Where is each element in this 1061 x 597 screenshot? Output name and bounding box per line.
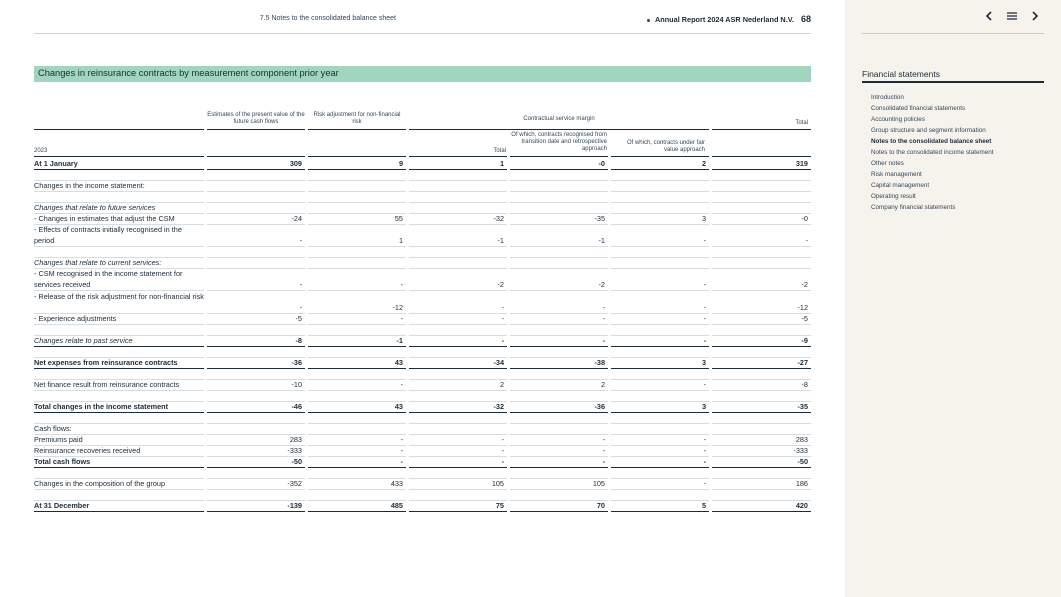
cell-value: - bbox=[602, 457, 605, 466]
row-label: Changes in the income statement: bbox=[34, 181, 145, 190]
cell-value: -24 bbox=[291, 214, 302, 223]
table-row bbox=[0, 346, 845, 357]
toc-item[interactable]: Other notes bbox=[871, 160, 904, 167]
table-row bbox=[0, 224, 845, 246]
header-rule bbox=[207, 156, 305, 157]
table-row bbox=[0, 324, 845, 335]
cell-value: 9 bbox=[398, 159, 403, 168]
cell-value: - bbox=[805, 236, 808, 245]
sidebar-divider bbox=[862, 33, 1044, 34]
cell-value: -352 bbox=[287, 479, 302, 488]
row-label: Net expenses from reinsurance contracts bbox=[34, 358, 178, 367]
cell-value: - bbox=[703, 236, 706, 245]
header-rule bbox=[308, 129, 406, 130]
cell-value: - bbox=[400, 380, 403, 389]
menu-icon[interactable] bbox=[1005, 9, 1019, 23]
cell-value: 105 bbox=[592, 479, 605, 488]
col-header-risk-adjustment: Risk adjustment for non-financial risk bbox=[313, 112, 401, 125]
cell-value: -2 bbox=[497, 280, 504, 289]
cell-value: - bbox=[400, 435, 403, 444]
cell-value: -27 bbox=[797, 358, 808, 367]
col-header-estimates: Estimates of the present value of the future cash flows bbox=[207, 112, 305, 125]
cell-value: 2 bbox=[701, 159, 706, 168]
cell-value: - bbox=[602, 314, 605, 323]
cell-value: -1 bbox=[497, 236, 504, 245]
row-divider bbox=[308, 246, 406, 247]
cell-value: -35 bbox=[594, 214, 605, 223]
table-row bbox=[0, 170, 845, 180]
cell-value: - bbox=[501, 457, 504, 466]
row-divider bbox=[510, 246, 608, 247]
cell-value: - bbox=[703, 303, 706, 312]
cell-value: -32 bbox=[493, 402, 504, 411]
sidebar-toc bbox=[871, 92, 1051, 213]
table-row bbox=[0, 390, 845, 401]
header-rule bbox=[712, 129, 811, 130]
cell-value: 3 bbox=[701, 214, 706, 223]
cell-value: 55 bbox=[394, 214, 403, 223]
cell-value: -12 bbox=[797, 303, 808, 312]
cell-value: 70 bbox=[596, 501, 605, 510]
table-row bbox=[0, 445, 845, 456]
table-row bbox=[0, 313, 845, 324]
row-label: Changes relate to past service bbox=[34, 336, 133, 345]
cell-value: - bbox=[400, 457, 403, 466]
cell-value: 105 bbox=[491, 479, 504, 488]
col-header-csm-total: Total bbox=[493, 148, 506, 154]
cell-value: -9 bbox=[801, 336, 808, 345]
row-label: - CSM recognised in the income statement for services received bbox=[34, 269, 183, 289]
cell-value: 3 bbox=[701, 402, 706, 411]
col-header-csm-group: Contractual service margin bbox=[523, 116, 595, 122]
section-title: Changes in reinsurance contracts by measurement component prior year bbox=[38, 68, 339, 78]
cell-value: -0 bbox=[801, 214, 808, 223]
header-rule bbox=[34, 129, 204, 130]
table-row bbox=[0, 478, 845, 489]
table-row bbox=[0, 500, 845, 511]
table-row bbox=[0, 401, 845, 412]
header-rule bbox=[510, 156, 608, 157]
cell-value: 2 bbox=[600, 380, 605, 389]
row-label: - Release of the risk adjustment for non-financial risk bbox=[34, 292, 204, 301]
header-rule bbox=[409, 156, 507, 157]
cell-value: - bbox=[299, 303, 302, 312]
cell-value: 43 bbox=[394, 402, 403, 411]
table-row bbox=[0, 202, 845, 213]
cell-value: -12 bbox=[392, 303, 403, 312]
cell-value: -10 bbox=[291, 380, 302, 389]
row-label: - Experience adjustments bbox=[34, 314, 117, 323]
cell-value: - bbox=[703, 446, 706, 455]
cell-value: -139 bbox=[287, 501, 302, 510]
cell-value: - bbox=[501, 446, 504, 455]
toc-item[interactable]: Notes to the consolidated income statement bbox=[871, 149, 994, 156]
cell-value: - bbox=[703, 380, 706, 389]
cell-value: -34 bbox=[493, 358, 504, 367]
row-divider bbox=[207, 511, 305, 512]
cell-value: -1 bbox=[396, 336, 403, 345]
toc-item[interactable]: Group structure and segment information bbox=[871, 127, 986, 134]
cell-value: 319 bbox=[795, 159, 808, 168]
header-rule bbox=[409, 129, 709, 130]
toc-item[interactable]: Company financial statements bbox=[871, 204, 956, 211]
row-label: Reinsurance recoveries received bbox=[34, 446, 141, 455]
sidebar-title: Financial statements bbox=[862, 69, 940, 79]
chevron-right-icon[interactable] bbox=[1028, 9, 1042, 23]
cell-value: 309 bbox=[289, 159, 302, 168]
cell-value: -32 bbox=[493, 214, 504, 223]
table-row bbox=[0, 213, 845, 224]
toc-item[interactable]: Introduction bbox=[871, 94, 904, 101]
cell-value: - bbox=[299, 280, 302, 289]
table-row bbox=[0, 158, 845, 169]
cell-value: - bbox=[299, 236, 302, 245]
table-row bbox=[0, 192, 845, 202]
header-rule bbox=[611, 156, 709, 157]
row-label: Changes that relate to current services: bbox=[34, 258, 162, 267]
cell-value: - bbox=[703, 457, 706, 466]
table-row bbox=[0, 268, 845, 290]
cell-value: 283 bbox=[289, 435, 302, 444]
row-divider bbox=[409, 246, 507, 247]
cell-value: -8 bbox=[295, 336, 302, 345]
breadcrumb[interactable]: 7.5 Notes to the consolidated balance sheet bbox=[259, 15, 396, 22]
cell-value: 283 bbox=[795, 435, 808, 444]
row-divider bbox=[207, 246, 305, 247]
cell-value: - bbox=[501, 303, 504, 312]
cell-value: 433 bbox=[390, 479, 403, 488]
row-divider bbox=[510, 511, 608, 512]
row-label: Changes in the composition of the group bbox=[34, 479, 166, 488]
row-label: - Effects of contracts initially recognised in the period bbox=[34, 225, 182, 245]
table-row bbox=[0, 456, 845, 467]
cell-value: -333 bbox=[793, 446, 808, 455]
cell-value: -35 bbox=[797, 402, 808, 411]
row-divider bbox=[712, 246, 811, 247]
cell-value: -2 bbox=[801, 280, 808, 289]
cell-value: -46 bbox=[291, 402, 302, 411]
cell-value: -36 bbox=[291, 358, 302, 367]
report-title: Annual Report 2024 ASR Nederland N.V. bbox=[655, 15, 794, 24]
row-label: - Changes in estimates that adjust the CSM bbox=[34, 214, 175, 223]
cell-value: -50 bbox=[291, 457, 302, 466]
cell-value: -5 bbox=[801, 314, 808, 323]
toc-item[interactable]: Risk management bbox=[871, 171, 922, 178]
cell-value: -50 bbox=[797, 457, 808, 466]
row-divider bbox=[409, 511, 507, 512]
cell-value: -333 bbox=[287, 446, 302, 455]
row-divider bbox=[34, 511, 204, 512]
row-label: Premiums paid bbox=[34, 435, 83, 444]
cell-value: - bbox=[703, 314, 706, 323]
cell-value: -8 bbox=[801, 380, 808, 389]
row-divider bbox=[34, 246, 204, 247]
cell-value: - bbox=[602, 303, 605, 312]
cell-value: -36 bbox=[594, 402, 605, 411]
cell-value: 43 bbox=[394, 358, 403, 367]
cell-value: - bbox=[501, 435, 504, 444]
col-header-csm-transition: Of which, contracts recognised from transition date and retrospective approach bbox=[511, 132, 607, 152]
sidebar-title-rule bbox=[862, 81, 1044, 83]
cell-value: 3 bbox=[701, 358, 706, 367]
row-divider bbox=[611, 246, 709, 247]
header-rule bbox=[308, 156, 406, 157]
cell-value: -2 bbox=[598, 280, 605, 289]
row-divider bbox=[308, 511, 406, 512]
cell-value: - bbox=[703, 336, 706, 345]
row-label: Total cash flows bbox=[34, 457, 91, 466]
toc-item[interactable]: Notes to the consolidated balance sheet bbox=[871, 138, 992, 145]
cell-value: 5 bbox=[701, 501, 706, 510]
col-header-total: Total bbox=[795, 120, 808, 126]
cell-value: 420 bbox=[795, 501, 808, 510]
cell-value: 2 bbox=[499, 380, 504, 389]
cell-value: - bbox=[703, 280, 706, 289]
table-row bbox=[0, 357, 845, 368]
cell-value: 75 bbox=[495, 501, 504, 510]
table-row bbox=[0, 379, 845, 390]
cell-value: 1 bbox=[398, 236, 403, 245]
row-label: Cash flows: bbox=[34, 424, 72, 433]
cell-value: - bbox=[400, 446, 403, 455]
toc-item[interactable]: Accounting policies bbox=[871, 116, 925, 123]
table-row bbox=[0, 257, 845, 268]
toc-item[interactable]: Operating result bbox=[871, 193, 916, 200]
toc-item[interactable]: Capital management bbox=[871, 182, 930, 189]
page-number: 68 bbox=[801, 14, 812, 24]
row-label: Net finance result from reinsurance contracts bbox=[34, 380, 180, 389]
table-row bbox=[0, 434, 845, 445]
cell-value: - bbox=[501, 314, 504, 323]
chevron-left-icon[interactable] bbox=[982, 9, 996, 23]
table-row bbox=[0, 368, 845, 379]
table-year: 2023 bbox=[34, 148, 48, 154]
cell-value: -0 bbox=[598, 159, 605, 168]
table-row bbox=[0, 335, 845, 346]
table-row bbox=[0, 248, 845, 257]
toc-item[interactable]: Consolidated financial statements bbox=[871, 105, 966, 112]
table-row bbox=[0, 467, 845, 478]
cell-value: 485 bbox=[390, 501, 403, 510]
row-label: Changes that relate to future services bbox=[34, 203, 156, 212]
cell-value: - bbox=[602, 336, 605, 345]
cell-value: - bbox=[501, 336, 504, 345]
cell-value: - bbox=[703, 435, 706, 444]
row-label: Total changes in the income statement bbox=[34, 402, 169, 411]
cell-value: -38 bbox=[594, 358, 605, 367]
cell-value: 186 bbox=[795, 479, 808, 488]
table-row bbox=[0, 423, 845, 434]
header-rule bbox=[712, 156, 811, 157]
row-divider bbox=[712, 511, 811, 512]
sidebar bbox=[845, 0, 1061, 597]
cell-value: - bbox=[400, 314, 403, 323]
table-row bbox=[0, 291, 845, 313]
cell-value: - bbox=[602, 435, 605, 444]
table-row bbox=[0, 412, 845, 423]
cell-value: 1 bbox=[499, 159, 504, 168]
row-label: At 31 December bbox=[34, 501, 90, 510]
cell-value: - bbox=[400, 280, 403, 289]
header-rule bbox=[34, 156, 204, 157]
cell-value: -5 bbox=[295, 314, 302, 323]
header-rule bbox=[207, 129, 305, 130]
cell-value: - bbox=[602, 446, 605, 455]
row-label: At 1 January bbox=[34, 159, 78, 168]
cell-value: - bbox=[703, 479, 706, 488]
table-row bbox=[0, 180, 845, 191]
table-row bbox=[0, 489, 845, 500]
cell-value: -1 bbox=[598, 236, 605, 245]
col-header-csm-fair-value: Of which, contracts under fair value approach bbox=[626, 140, 705, 153]
row-divider bbox=[611, 511, 709, 512]
